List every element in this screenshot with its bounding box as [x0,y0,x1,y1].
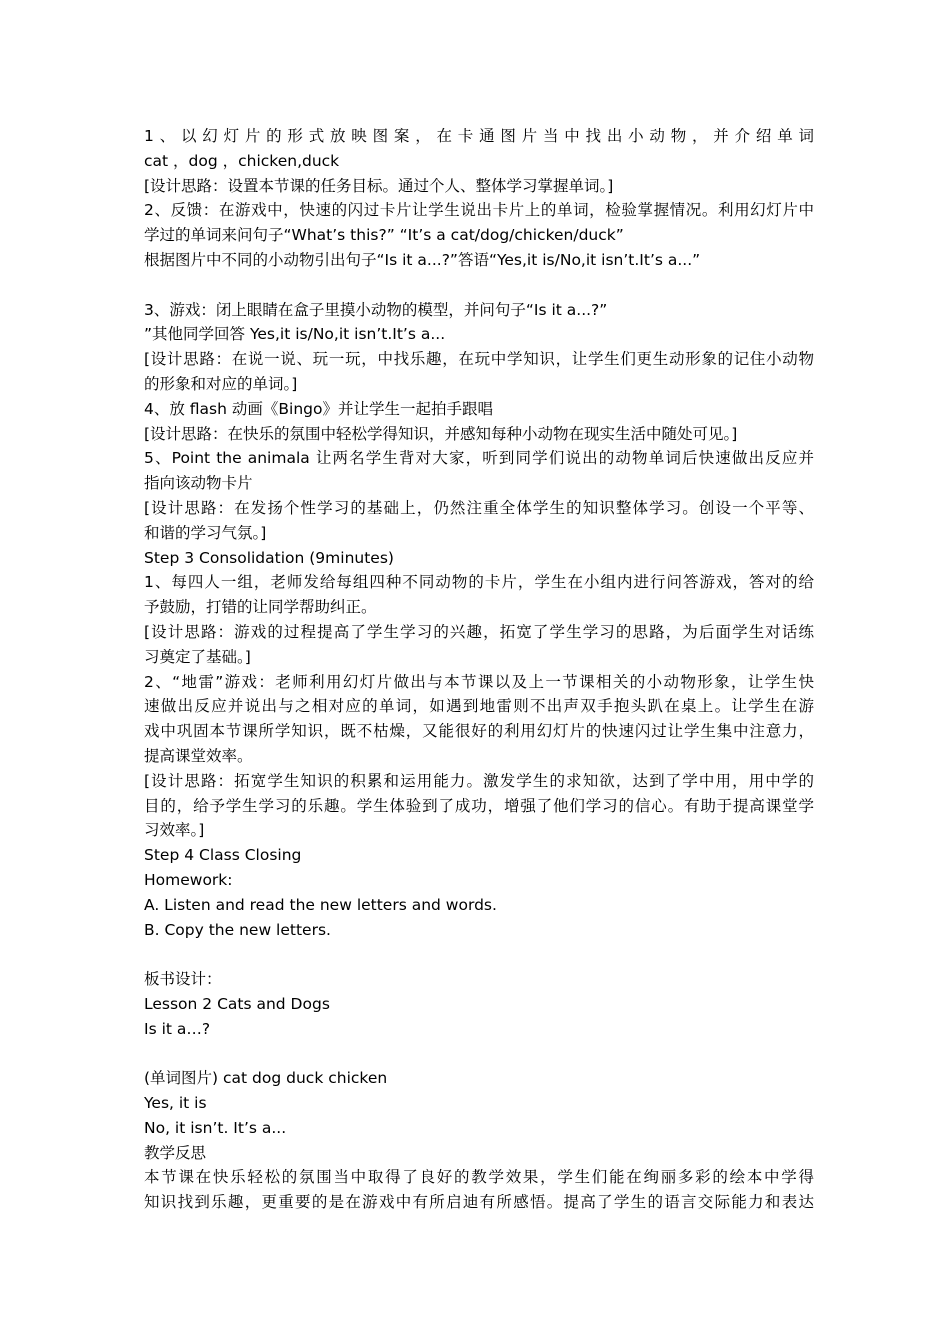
text-line: 提高课堂效率。 [144,746,253,765]
text-line: 习效率。] [144,821,205,840]
text-line: B. Copy the new letters. [144,920,331,939]
text-line: [设计思路：在说一说、玩一玩，中找乐趣，在玩中学知识，让学生们更生动形象的记住小动物 [144,350,814,369]
text-line: 3、游戏：闭上眼睛在盒子里摸小动物的模型，并问句子“Is it a...?” [144,300,608,319]
text-line: 1、以幻灯片的形式放映图案，在卡通图片当中找出小动物，并介绍单词 [144,127,814,145]
text-line: Step 4 Class Closing [144,846,302,865]
text-line: 学过的单词来问句子“What’s this?” “It’s a cat/dog/chicken/duck” [144,226,624,245]
text-line: 的形象和对应的单词。] [144,374,298,393]
text-line: (单词图片) cat dog duck chicken [144,1069,388,1088]
text-line: Homework: [144,870,233,889]
text-line: 指向该动物卡片 [144,474,253,493]
text-line: [设计思路：设置本节课的任务目标。通过个人、整体学习掌握单词。] [144,176,614,195]
text-line: cat ，dog ，chicken,duck [144,151,340,170]
text-line: 2、反馈：在游戏中，快速的闪过卡片让学生说出卡片上的单词，检验掌握情况。利用幻灯片中 [144,201,814,220]
text-line: 1、每四人一组，老师发给每组四种不同动物的卡片，学生在小组内进行问答游戏，答对的给 [144,573,814,592]
blank-line [144,273,814,298]
text-line: 目的，给予学生学习的乐趣。学生体验到了成功，增强了他们学习的信心。有助于提高课堂学 [144,796,814,815]
text-line: 速做出反应并说出与之相对应的单词，如遇到地雷则不出声双手抱头趴在桌上。让学生在游 [144,697,814,716]
text-line: 戏中巩固本节课所学知识，既不枯燥，又能很好的利用幻灯片的快速闪过让学生集中注意力， [144,722,814,741]
text-line: 习奠定了基础。] [144,647,251,666]
text-line: 予鼓励，打错的让同学帮助纠正。 [144,598,377,617]
document-page [144,124,814,1215]
text-line: Is it a…? [144,1019,211,1038]
text-line: Step 3 Consolidation (9minutes) [144,548,394,567]
text-line: 本节课在快乐轻松的氛围当中取得了良好的教学效果，学生们能在绚丽多彩的绘本中学得 [144,1168,814,1187]
text-line: [设计思路：在发扬个性学习的基础上，仍然注重全体学生的知识整体学习。创设一个平等、 [144,498,814,517]
text-line: Yes, it is [144,1094,207,1113]
text-line: 知识找到乐趣，更重要的是在游戏中有所启迪有所感悟。提高了学生的语言交际能力和表达 [144,1193,814,1212]
text-line: ”其他同学回答 Yes,it is/No,it isn’t.It’s a... [144,325,446,344]
blank-line [144,942,814,967]
text-line: [设计思路：拓宽学生知识的积累和运用能力。激发学生的求知欲，达到了学中用，用中学的 [144,771,814,790]
text-line: Lesson 2 Cats and Dogs [144,994,330,1013]
text-line: 和谐的学习气氛。] [144,523,267,542]
text-line: [设计思路：在快乐的氛围中轻松学得知识，并感知每种小动物在现实生活中随处可见。] [144,424,738,443]
text-line: No, it isn’t. It’s a... [144,1118,287,1137]
text-line: [设计思路：游戏的过程提高了学生学习的兴趣，拓宽了学生学习的思路，为后面学生对话练 [144,622,814,641]
text-line: 教学反思 [144,1143,207,1162]
text-line: 5、Point the animala 让两名学生背对大家，听到同学们说出的动物单词后快速做出反应并 [144,449,814,468]
text-line: 板书设计： [144,970,222,989]
text-line: 根据图片中不同的小动物引出句子“Is it a...?”答语“Yes,it is/No,it isn’t.It’s a...” [144,250,701,269]
text-line: 4、放 flash 动画《Bingo》并让学生一起拍手跟唱 [144,399,493,418]
text-line: 2、“地雷”游戏：老师利用幻灯片做出与本节课以及上一节课相关的小动物形象，让学生快 [144,672,814,691]
text-line: A. Listen and read the new letters and words. [144,895,497,914]
blank-line [144,1041,814,1066]
